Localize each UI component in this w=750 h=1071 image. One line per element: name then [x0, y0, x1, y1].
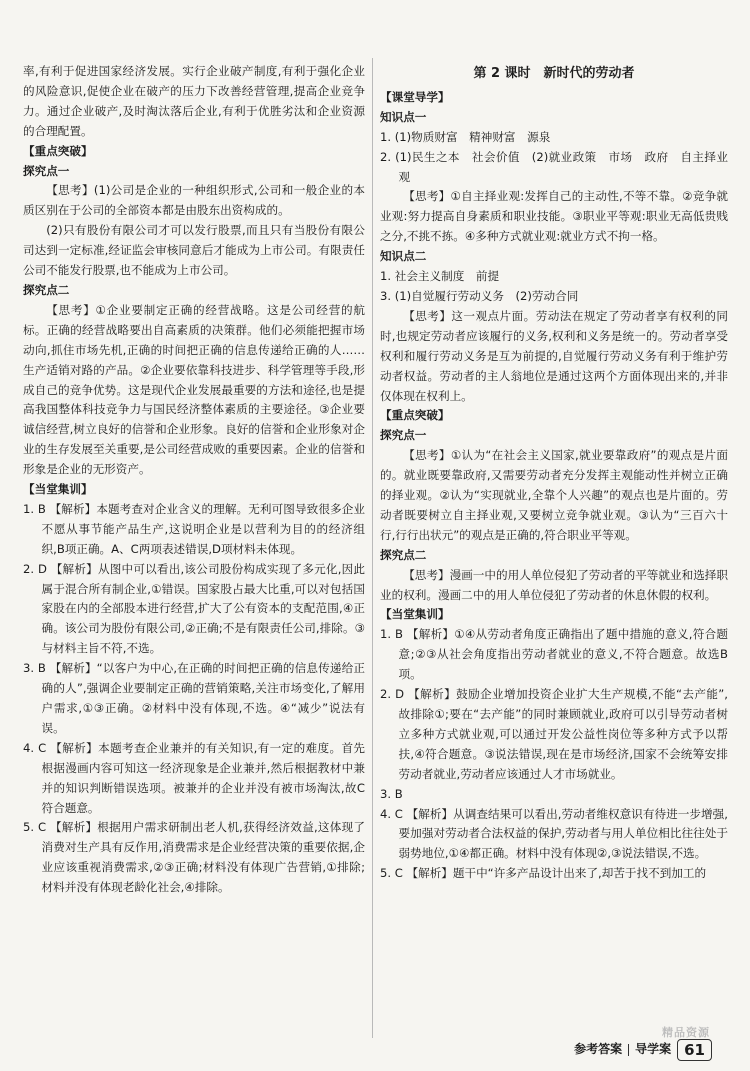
watermark: 精品资源 — [662, 1026, 710, 1040]
brand-label: 导学案 — [635, 1042, 672, 1057]
left-paragraph: 【思考】①企业要制定正确的经营战略。这是公司经营的航标。正确的经营战略要出自高素质的决策群。他们必须能把握市场动向,抓住市场先机,正确的时间把正确的信息传递给正确的人…… 生产适销对路的产品。②企业要依靠科技进步、科学管理等手段,形成自己的竞争优势。这是现代企业发展最重要的方法和途径,也是提高我国整体科技竞争力与国民经济整体素质的主要途径。③企业要诚信经营,树立良好的信誉和企业形象。良好的信誉和企业形象对企业的生存发展至关重要,是公司经营成败的重要因素。企业的信誉和形象是企业的无形资产。 — [23, 302, 365, 477]
right-paragraph: 1. 社会主义制度 前提 — [380, 269, 500, 284]
right-paragraph: 【当堂集训】 — [380, 607, 450, 622]
answers-label: 参考答案 — [574, 1042, 623, 1057]
right-paragraph: 知识点二 — [380, 249, 427, 264]
left-paragraph: 率,有利于促进国家经济发展。实行企业破产制度,有利于强化企业的风险意识,促使企业在破产的压力下改善经营管理,提高企业竞争力。通过企业破产,及时淘汰落后企业,有利于优胜劣汰和企业资源的合理配置。 — [23, 64, 365, 138]
lesson-title: 第 2 课时 新时代的劳动者 — [473, 66, 635, 81]
column-divider — [372, 58, 373, 1038]
right-paragraph: 【思考】①自主择业观:发挥自己的主动性,不等不靠。②竞争就业观:努力提高自身素质和职业技能。③职业平等观:职业无高低贵贱之分,不挑不拣。④多种方式就业观:就业方式不拘一格。 — [380, 189, 728, 244]
left-paragraph: 5. C 【解析】根据用户需求研制出老人机,获得经济效益,这体现了消费对生产具有反作用,消费需求是企业经营决策的重要依据,企业应该重视消费需求,②③正确;材料没有体现广告营销,①排除;材料并没有体现老龄化社会,④排除。 — [23, 820, 365, 895]
left-paragraph: 探究点一 — [23, 163, 70, 178]
left-paragraph: 【思考】(1)公司是企业的一种组织形式,公司和一般企业的本质区别在于公司的全部资本都是由股东出资构成的。 — [23, 183, 365, 218]
right-paragraph: 2. D 【解析】鼓励企业增加投资企业扩大生产规模,不能“去产能”,故排除①;要在“去产能”的同时兼顾就业,政府可以引导劳动者树立多种方式就业观,可以通过开发公益性岗位等多种方式予以帮扶,④符合题意。③说法错误,现在是市场经济,国家不会统筹安排劳动者就业,劳动者应该通过人才市场就业。 — [380, 687, 728, 781]
right-paragraph: 知识点一 — [380, 109, 427, 124]
right-paragraph: 【重点突破】 — [380, 408, 450, 423]
right-paragraph: 【思考】①认为“在社会主义国家,就业要靠政府”的观点是片面的。就业既要靠政府,又需要劳动者充分发挥主观能动性并树立正确的择业观。②认为“实现就业,全靠个人兴趣”的观点也是片面的。劳动者既要树立自主择业观,又要树立竞争就业观。③认为“三百六十行,行行出状元”的观点是正确的,符合职业平等观。 — [380, 448, 728, 542]
left-column — [23, 62, 365, 898]
right-column-body — [380, 88, 728, 884]
left-paragraph: 2. D 【解析】从图中可以看出,该公司股份构成实现了多元化,因此属于混合所有制企业,①错误。国家股占最大比重,可以对包括国家股在内的全部股本进行经营,扩大了公有资本的支配范围,④正确。该公司为股份有限公司,②正确;不是有限责任公司,排除。③与材料主旨不符,不选。 — [23, 561, 365, 656]
footer-separator — [628, 1044, 629, 1056]
right-paragraph: 探究点二 — [380, 547, 427, 562]
left-paragraph: 4. C 【解析】本题考查企业兼并的有关知识,有一定的难度。首先根据漫画内容可知这一经济现象是企业兼并,然后根据教材中兼并的知识判断错误选项。被兼并的企业并没有被市场淘汰,故C符合题意。 — [23, 740, 365, 815]
right-paragraph: 3. B — [380, 786, 403, 801]
right-paragraph: 2. (1)民生之本 社会价值 (2)就业政策 市场 政府 自主择业观 — [380, 149, 728, 184]
right-paragraph: 3. (1)自觉履行劳动义务 (2)劳动合同 — [380, 288, 579, 303]
page-footer — [574, 1039, 712, 1061]
left-paragraph: 【当堂集训】 — [23, 482, 93, 497]
left-paragraph: 探究点二 — [23, 282, 70, 297]
left-paragraph: 【重点突破】 — [23, 143, 93, 158]
left-paragraph: (2)只有股份有限公司才可以发行股票,而且只有当股份有限公司达到一定标准,经证监会审核同意后才能成为上市公司。有限责任公司不能发行股票,也不能成为上市公司。 — [23, 223, 365, 278]
right-paragraph: 【思考】漫画一中的用人单位侵犯了劳动者的平等就业和选择职业的权利。漫画二中的用人单位侵犯了劳动者的休息休假的权利。 — [380, 567, 728, 602]
right-paragraph: 5. C 【解析】题干中“许多产品设计出来了,却苦于找不到加工的 — [380, 866, 707, 881]
right-paragraph: 1. B 【解析】①④从劳动者角度正确指出了题中措施的意义,符合题意;②③从社会角度指出劳动者就业的意义,不符合题意。故选B项。 — [380, 627, 728, 682]
right-column — [380, 62, 728, 884]
right-paragraph: 4. C 【解析】从调查结果可以看出,劳动者维权意识有待进一步增强,要加强对劳动者合法权益的保护,劳动者与用人单位相比往往处于弱势地位,①④都正确。材料中没有体现②,③说法错误,不选。 — [380, 806, 728, 861]
page-number: 61 — [677, 1039, 712, 1061]
right-paragraph: 1. (1)物质财富 精神财富 源泉 — [380, 129, 551, 144]
right-paragraph: 【课堂导学】 — [380, 89, 450, 104]
right-paragraph: 探究点一 — [380, 428, 427, 443]
right-paragraph: 【思考】这一观点片面。劳动法在规定了劳动者享有权利的同时,也规定劳动者应该履行的义务,权利和义务是统一的。劳动者享受权利和履行劳动义务是互为前提的,自觉履行劳动义务有利于维护劳动者权益。劳动者的主人翁地位是通过这两个方面体现出来的,并非仅体现在权利上。 — [380, 308, 728, 403]
left-paragraph: 1. B 【解析】本题考查对企业含义的理解。无利可图导致很多企业不愿从事节能产品生产,这说明企业是以营利为目的的经济组织,B项正确。A、C两项表述错误,D项材料未体现。 — [23, 501, 365, 556]
left-paragraph: 3. B 【解析】“以客户为中心,在正确的时间把正确的信息传递给正确的人”,强调企业要制定正确的营销策略,关注市场变化,了解用户需求,①③正确。②材料中没有体现,不选。④“减少”说法有误。 — [23, 661, 365, 735]
